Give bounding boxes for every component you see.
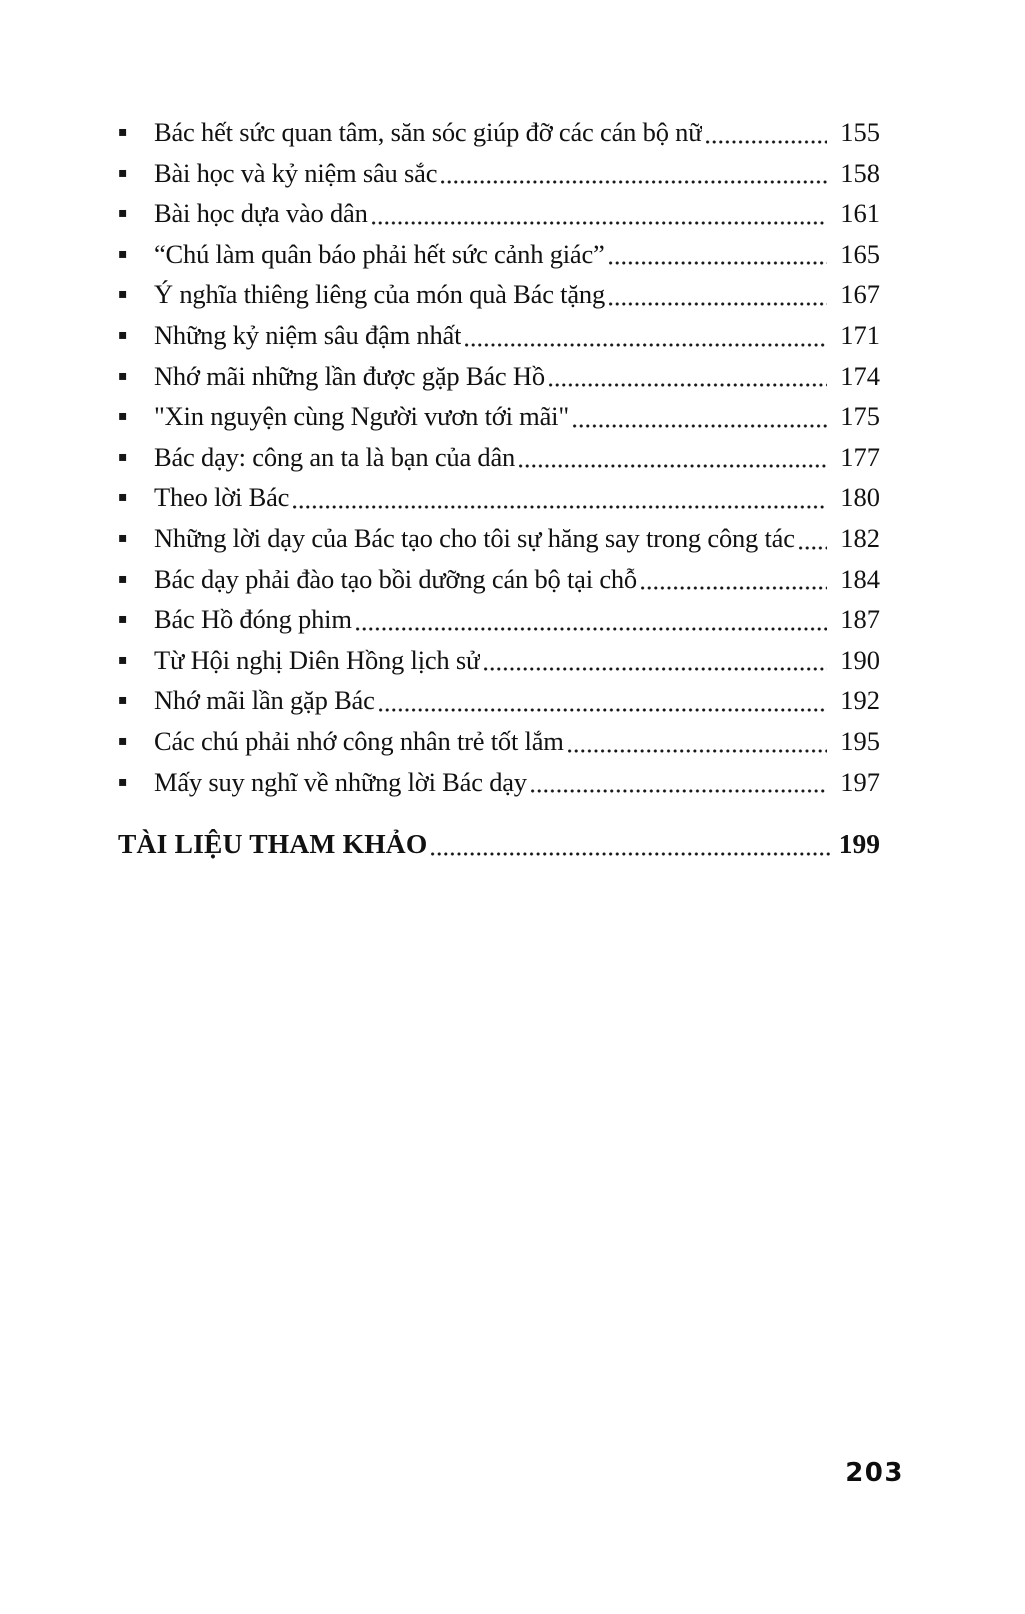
- toc-list: [118, 112, 880, 865]
- square-bullet-icon: ▪: [118, 732, 128, 749]
- square-bullet-icon: ▪: [118, 286, 128, 303]
- toc-entry-row: [118, 274, 880, 315]
- dot-leader: [519, 437, 827, 478]
- entry-title: Ý nghĩa thiêng liêng của món quà Bác tặng: [154, 279, 606, 310]
- entry-title: Từ Hội nghị Diên Hồng lịch sử: [154, 644, 481, 675]
- square-bullet-icon: ▪: [118, 611, 128, 628]
- toc-entry-row: [118, 234, 880, 275]
- entry-page-number: 158: [840, 157, 880, 188]
- entry-title: Bác hết sức quan tâm, săn sóc giúp đỡ các cán bộ nữ: [154, 117, 703, 147]
- square-bullet-icon: ▪: [118, 570, 128, 587]
- entry-title: Mấy suy nghĩ về những lời Bác dạy: [154, 766, 527, 797]
- entry-page-number: 187: [840, 604, 880, 635]
- entry-title: TÀI LIỆU THAM KHẢO: [118, 828, 428, 860]
- square-bullet-icon: ▪: [118, 529, 128, 546]
- entry-page-number: 167: [840, 279, 880, 310]
- entry-page-number: 177: [840, 441, 880, 472]
- toc-entry-row: [118, 680, 880, 721]
- toc-entry-row: [118, 396, 880, 437]
- square-bullet-icon: ▪: [118, 326, 128, 343]
- entry-page-number: 182: [840, 522, 880, 553]
- entry-title: "Xin nguyện cùng Người vươn tới mãi": [154, 401, 569, 432]
- dot-leader: [549, 356, 827, 397]
- square-bullet-icon: ▪: [118, 164, 128, 181]
- square-bullet-icon: ▪: [118, 448, 128, 465]
- entry-page-number: 161: [840, 198, 880, 229]
- toc-entry-row: [118, 315, 880, 356]
- entry-page-number: 184: [840, 563, 880, 594]
- toc-entry-row: [118, 193, 880, 234]
- square-bullet-icon: ▪: [118, 367, 128, 384]
- toc-entry-row: [118, 721, 880, 762]
- entry-page-number: 195: [840, 725, 880, 756]
- entry-title: Những kỷ niệm sâu đậm nhất: [154, 319, 462, 350]
- dot-leader: [465, 315, 827, 356]
- entry-title: Nhớ mãi lần gặp Bác: [154, 685, 375, 716]
- toc-entry-row: [118, 112, 880, 153]
- entry-title: Nhớ mãi những lần được gặp Bác Hồ: [154, 360, 545, 391]
- square-bullet-icon: ▪: [118, 692, 128, 709]
- toc-entry-row: [118, 559, 880, 600]
- dot-leader: [531, 762, 827, 803]
- entry-title: Theo lời Bác: [154, 482, 290, 513]
- square-bullet-icon: ▪: [118, 408, 128, 425]
- entry-page-number: 175: [840, 401, 880, 432]
- dot-leader: [799, 518, 827, 559]
- toc-entry-row: [118, 477, 880, 518]
- dot-leader: [568, 721, 827, 762]
- entry-page-number: 171: [840, 319, 880, 350]
- toc-entry-row: [118, 762, 880, 803]
- entry-title: Bác dạy phải đào tạo bồi dưỡng cán bộ tại chỗ: [154, 563, 637, 594]
- entry-page-number: 180: [840, 482, 880, 513]
- dot-leader: [573, 396, 827, 437]
- square-bullet-icon: ▪: [118, 124, 128, 140]
- toc-entry-row: [118, 640, 880, 681]
- entry-title: Bài học dựa vào dân: [154, 198, 368, 229]
- toc-entry-row: [118, 599, 880, 640]
- square-bullet-icon: ▪: [118, 773, 128, 790]
- dot-leader: [609, 274, 827, 315]
- dot-leader: [441, 153, 827, 194]
- square-bullet-icon: ▪: [118, 205, 128, 222]
- toc-entry-row: [118, 153, 880, 194]
- toc-entry-row: [118, 437, 880, 478]
- entry-page-number: 155: [840, 117, 880, 147]
- entry-page-number: 199: [838, 828, 880, 860]
- entry-page-number: 192: [840, 685, 880, 716]
- toc-entry-row: [118, 518, 880, 559]
- page-number: 203: [845, 1458, 904, 1488]
- square-bullet-icon: ▪: [118, 489, 128, 506]
- entry-page-number: 174: [840, 360, 880, 391]
- entry-page-number: 190: [840, 644, 880, 675]
- entry-page-number: 165: [840, 238, 880, 269]
- entry-title: Những lời dạy của Bác tạo cho tôi sự hăng say trong công tác: [154, 522, 795, 553]
- entry-title: Bác Hồ đóng phim: [154, 604, 352, 635]
- entry-title: Bài học và kỷ niệm sâu sắc: [154, 157, 438, 188]
- dot-leader: [379, 680, 827, 721]
- dot-leader: [293, 477, 827, 518]
- square-bullet-icon: ▪: [118, 651, 128, 668]
- dot-leader: [641, 559, 827, 600]
- dot-leader: [706, 112, 827, 153]
- square-bullet-icon: ▪: [118, 245, 128, 262]
- dot-leader: [356, 599, 827, 640]
- entry-title: “Chú làm quân báo phải hết sức cảnh giác”: [154, 238, 605, 269]
- dot-leader: [372, 193, 827, 234]
- dot-leader: [431, 823, 832, 865]
- entry-title: Bác dạy: công an ta là bạn của dân: [154, 441, 516, 472]
- dot-leader: [609, 234, 827, 275]
- toc-entry-row: [118, 356, 880, 397]
- toc-reference-row: [118, 823, 880, 865]
- entry-page-number: 197: [840, 766, 880, 797]
- entry-title: Các chú phải nhớ công nhân trẻ tốt lắm: [154, 725, 564, 756]
- dot-leader: [484, 640, 827, 681]
